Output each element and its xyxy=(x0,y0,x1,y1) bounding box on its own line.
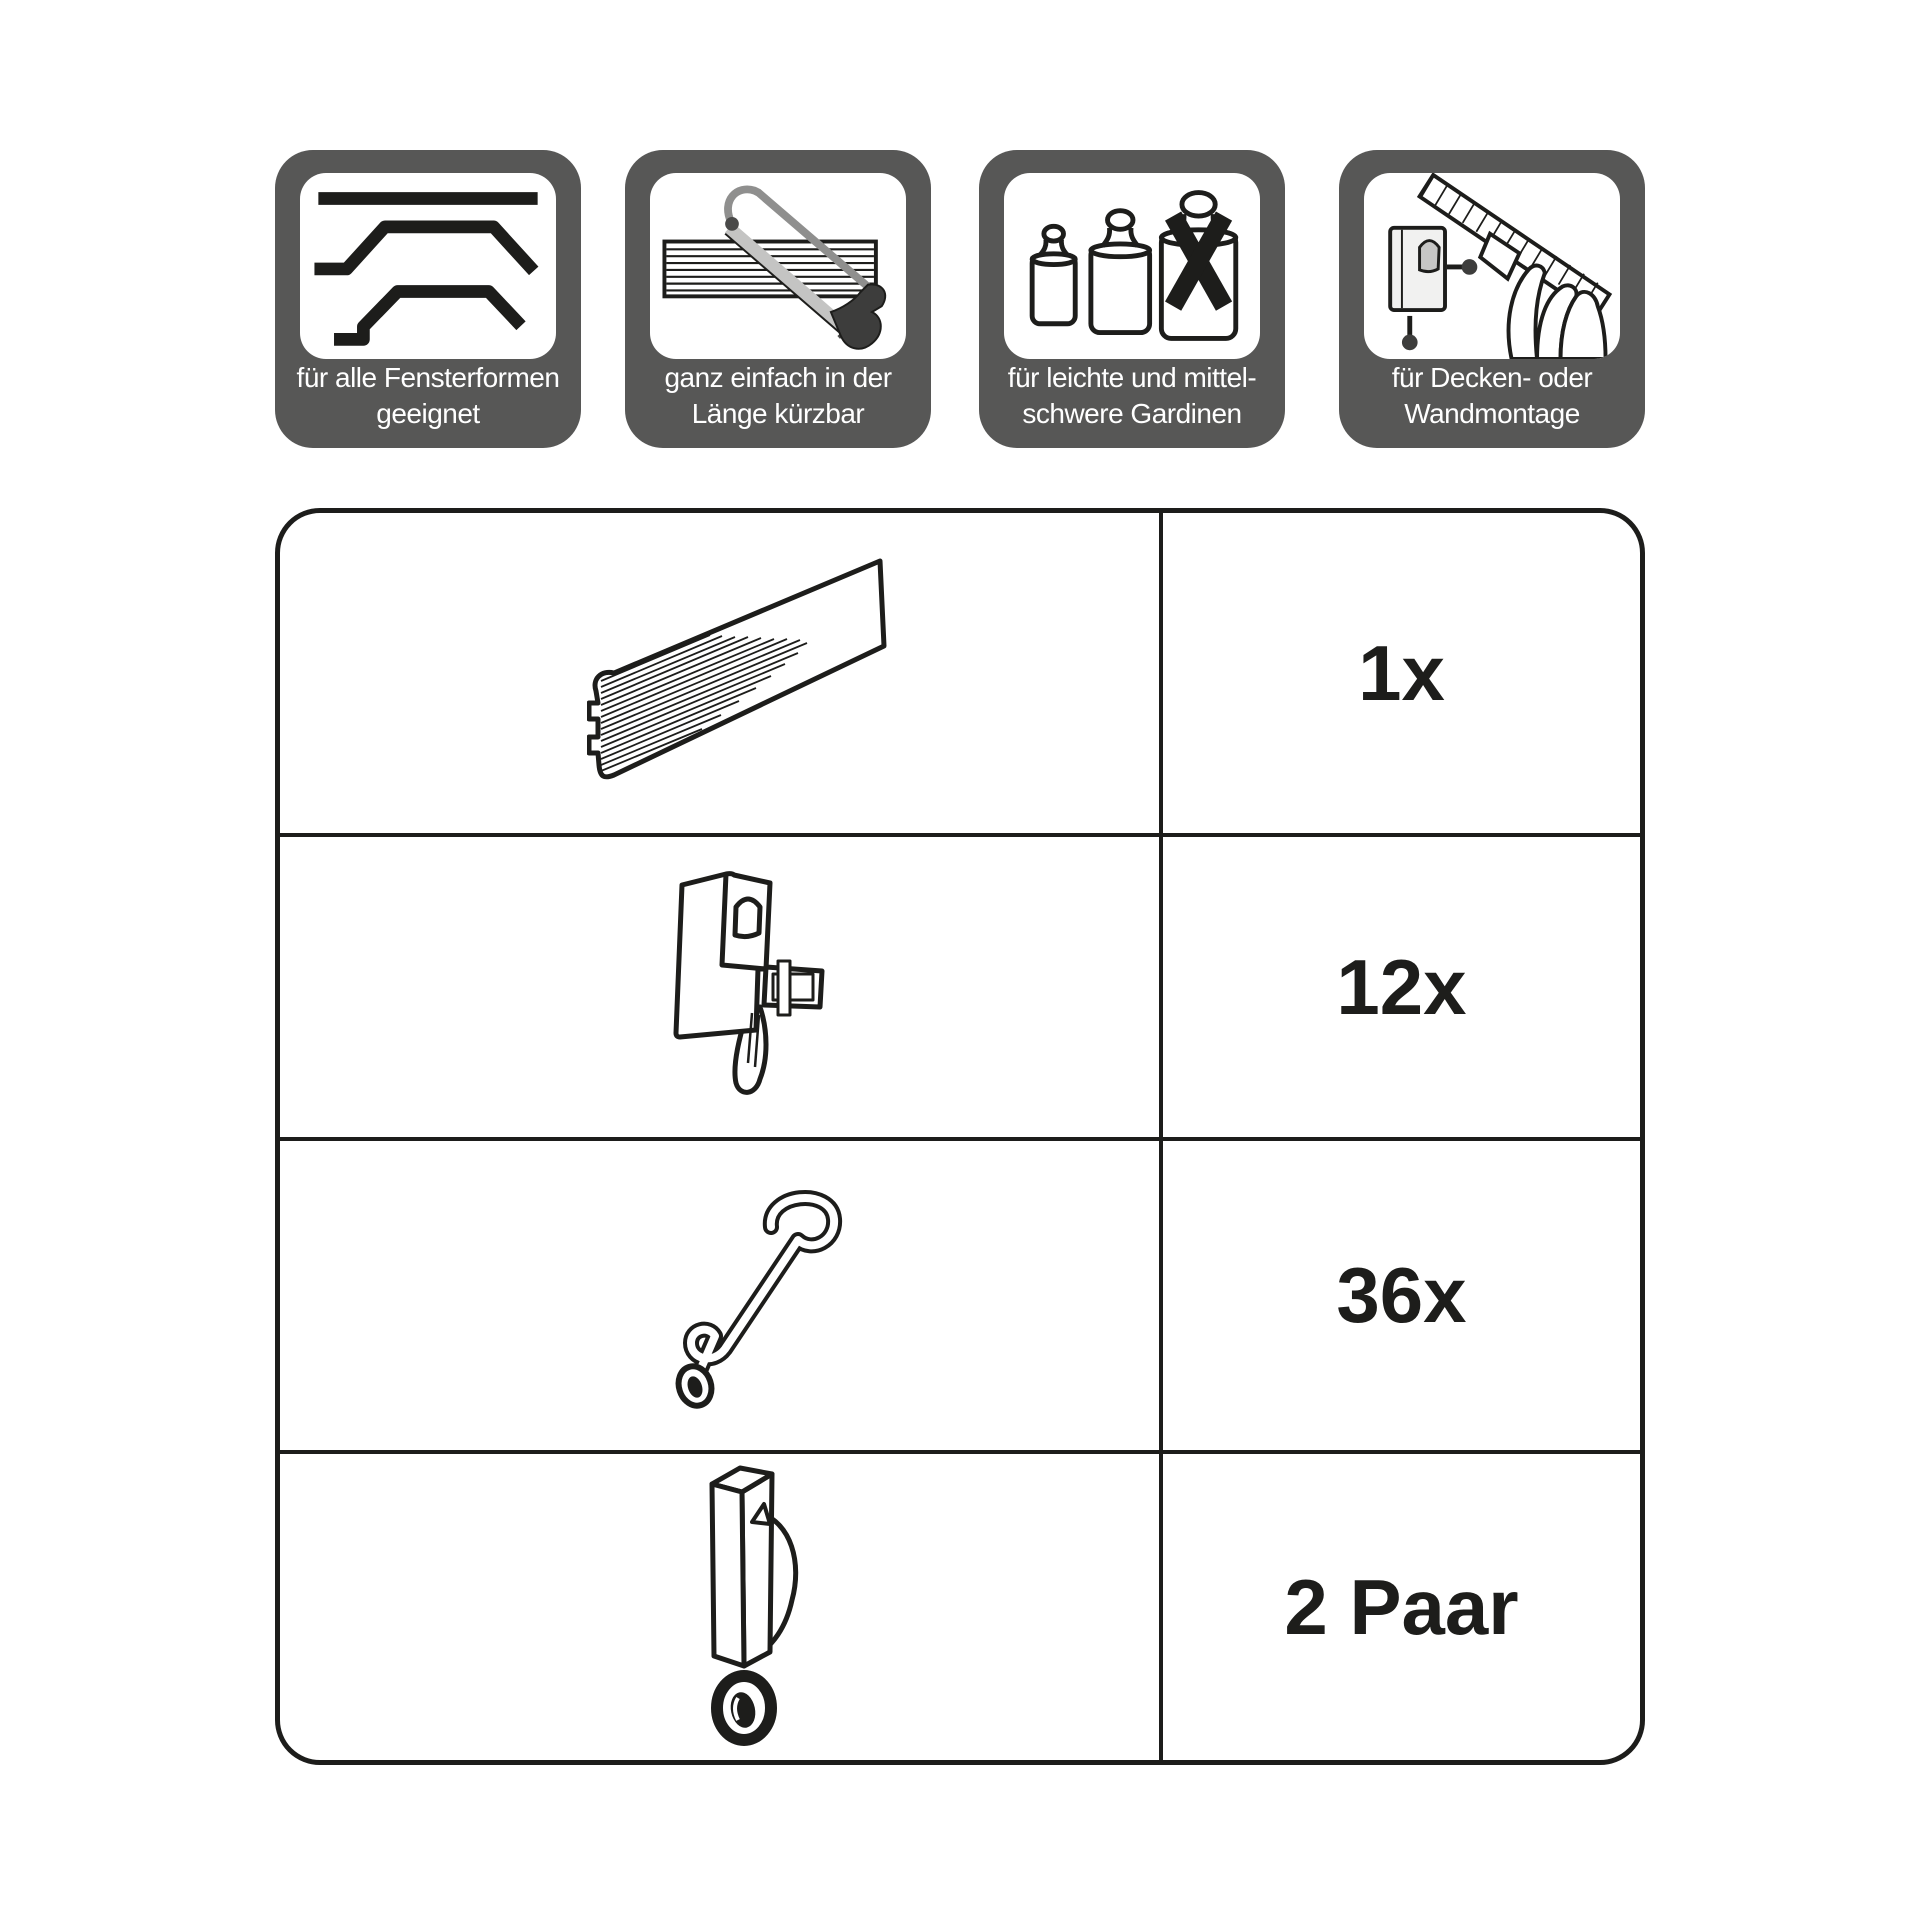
feature-badge-window-shapes xyxy=(275,150,581,448)
hacksaw-icon xyxy=(650,173,906,359)
part-illustration-cell xyxy=(280,1450,1163,1760)
part-quantity: 36x xyxy=(1336,1251,1467,1339)
badge-label-line: für leichte und mittel- xyxy=(1007,362,1257,393)
part-quantity: 12x xyxy=(1336,942,1467,1031)
part-illustration-cell xyxy=(280,833,1163,1137)
feature-badge-curtain-weight xyxy=(979,150,1285,448)
badge-label xyxy=(625,360,931,432)
end-stop-glider-illustration xyxy=(700,1460,815,1755)
window-shapes-icon xyxy=(300,173,556,359)
badge-label-line: schwere Gardinen xyxy=(1022,398,1242,429)
ceiling-wall-mount-icon xyxy=(1364,173,1620,359)
part-quantity-cell xyxy=(1163,833,1640,1137)
curtain-glider-hook-illustration xyxy=(655,1173,855,1418)
part-illustration-cell xyxy=(280,513,1163,833)
badge-label-line: Länge kürzbar xyxy=(691,398,865,429)
badge-label xyxy=(1339,360,1645,432)
part-quantity-cell xyxy=(1163,1137,1640,1450)
part-quantity-cell xyxy=(1163,513,1640,833)
part-illustration-cell xyxy=(280,1137,1163,1450)
curtain-rail-profile-illustration xyxy=(587,553,892,793)
feature-badge-cut-to-length xyxy=(625,150,931,448)
curtain-weights-icon xyxy=(1004,173,1260,359)
badge-label-line: für Decken- oder xyxy=(1391,362,1593,393)
feature-badge-mounting xyxy=(1339,150,1645,448)
badge-label-line: für alle Fensterformen xyxy=(296,362,560,393)
badge-label-line: ganz einfach in der xyxy=(664,362,892,393)
ceiling-mount-bracket-illustration xyxy=(662,867,837,1107)
part-quantity-cell xyxy=(1163,1450,1640,1760)
badge-label-line: Wandmontage xyxy=(1404,398,1580,429)
badge-label-line: geeignet xyxy=(376,398,480,429)
parts-table xyxy=(275,508,1645,1765)
part-quantity: 2 Paar xyxy=(1284,1562,1519,1651)
part-quantity: 1x xyxy=(1358,628,1445,717)
badge-label xyxy=(979,360,1285,432)
badge-label xyxy=(275,360,581,432)
